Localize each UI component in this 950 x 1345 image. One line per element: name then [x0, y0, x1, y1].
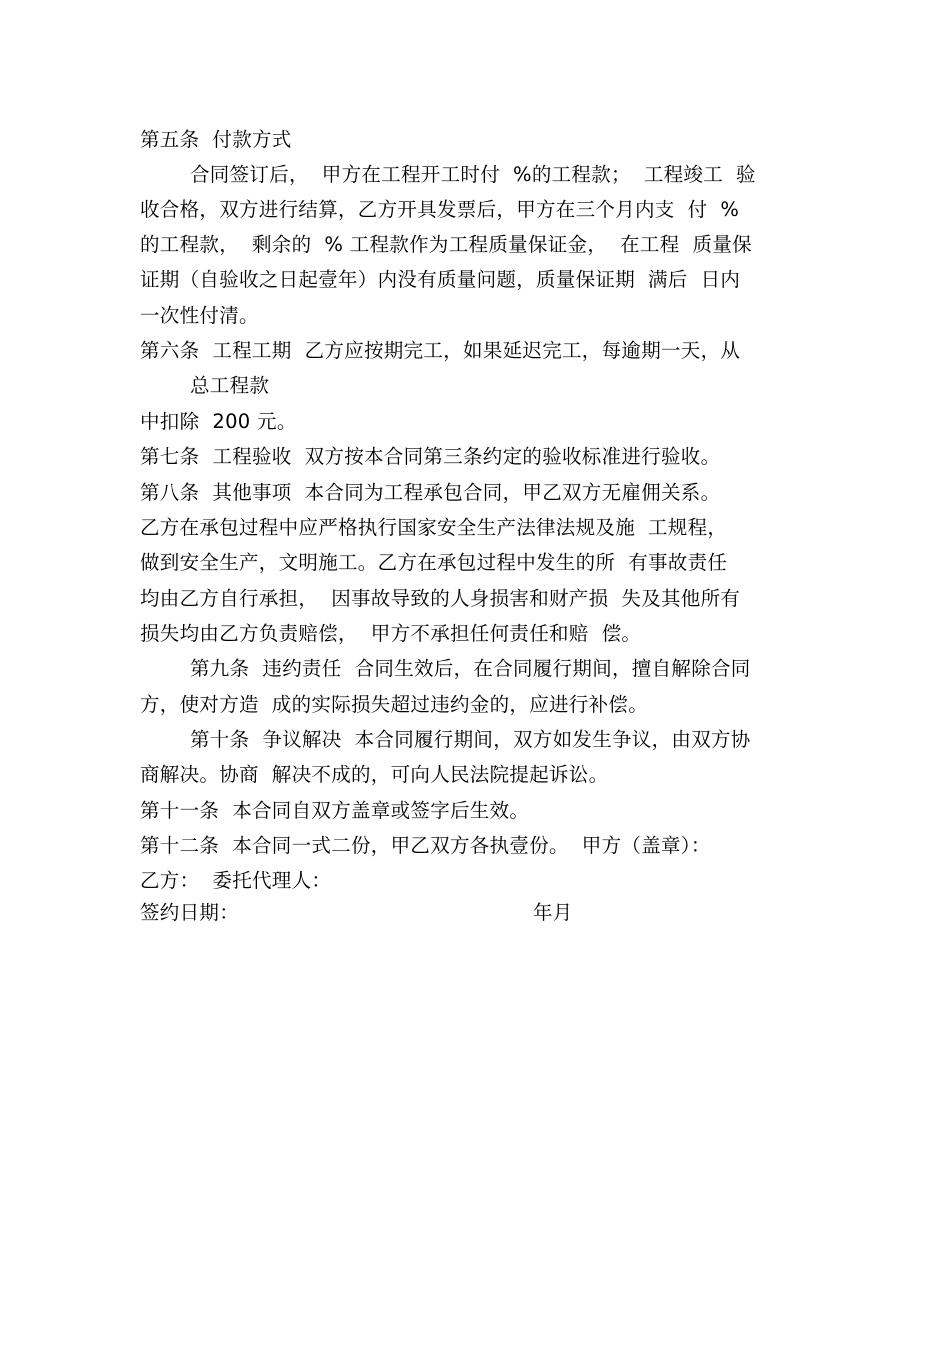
article-8-line-2: 乙方在承包过程中应严格执行国家安全生产法律法规及施 工规程，: [140, 516, 728, 539]
article-8-line-4: 均由乙方自行承担， 因事故导致的人身损害和财产损 失及其他所有: [140, 587, 741, 610]
signing-date-suffix: 年月: [533, 901, 573, 924]
article-11-line: 第十一条 本合同自双方盖章或签字后生效。: [140, 799, 530, 822]
article-8-line-3: 做到安全生产，文明施工。乙方在承包过程中发生的所 有事故责任: [140, 551, 728, 574]
article-9-line-1: 第九条 违约责任 合同生效后，在合同履行期间，擅自解除合同: [190, 657, 751, 680]
article-5-line-2: 收合格，双方进行结算，乙方开具发票后，甲方在三个月内支 付 %: [140, 198, 740, 221]
article-12-line: 第十二条 本合同一式二份，甲乙双方各执壹份。 甲方（盖章）：: [140, 834, 711, 857]
signing-date-label: 签约日期：: [140, 901, 240, 924]
article-10-line-2: 商解决。协商 解决不成的，可向人民法院提起诉讼。: [140, 763, 609, 786]
article-7-line: 第七条 工程验收 双方按本合同第三条约定的验收标准进行验收。: [140, 445, 721, 468]
party-b-signature-line: 乙方： 委托代理人：: [140, 869, 332, 892]
article-5-line-4: 证期（自验收之日起壹年）内没有质量问题，质量保证期 满后 日内: [140, 268, 741, 291]
article-9-line-2: 方，使对方造 成的实际损失超过违约金的，应进行补偿。: [140, 693, 648, 716]
article-5-line-5: 一次性付清。: [140, 304, 259, 327]
article-5-line-3: 的工程款， 剩余的 % 工程款作为工程质量保证金， 在工程 质量保: [140, 233, 752, 256]
article-6-line-2: 总工程款: [190, 374, 270, 397]
article-8-line-1: 第八条 其他事项 本合同为工程承包合同，甲乙双方无雇佣关系。: [140, 481, 721, 504]
article-5-line-1: 合同签订后， 甲方在工程开工时付 %的工程款； 工程竣工 验: [190, 163, 756, 186]
article-6-line-1: 第六条 工程工期 乙方应按期完工，如果延迟完工，每逾期一天，从: [140, 339, 741, 362]
article-5-heading: 第五条 付款方式: [140, 128, 292, 151]
article-6-line-3: 中扣除 200 元。: [140, 410, 297, 433]
article-8-line-5: 损失均由乙方负责赔偿， 甲方不承担任何责任和赔 偿。: [140, 622, 642, 645]
article-10-line-1: 第十条 争议解决 本合同履行期间，双方如发生争议，由双方协: [190, 728, 751, 751]
